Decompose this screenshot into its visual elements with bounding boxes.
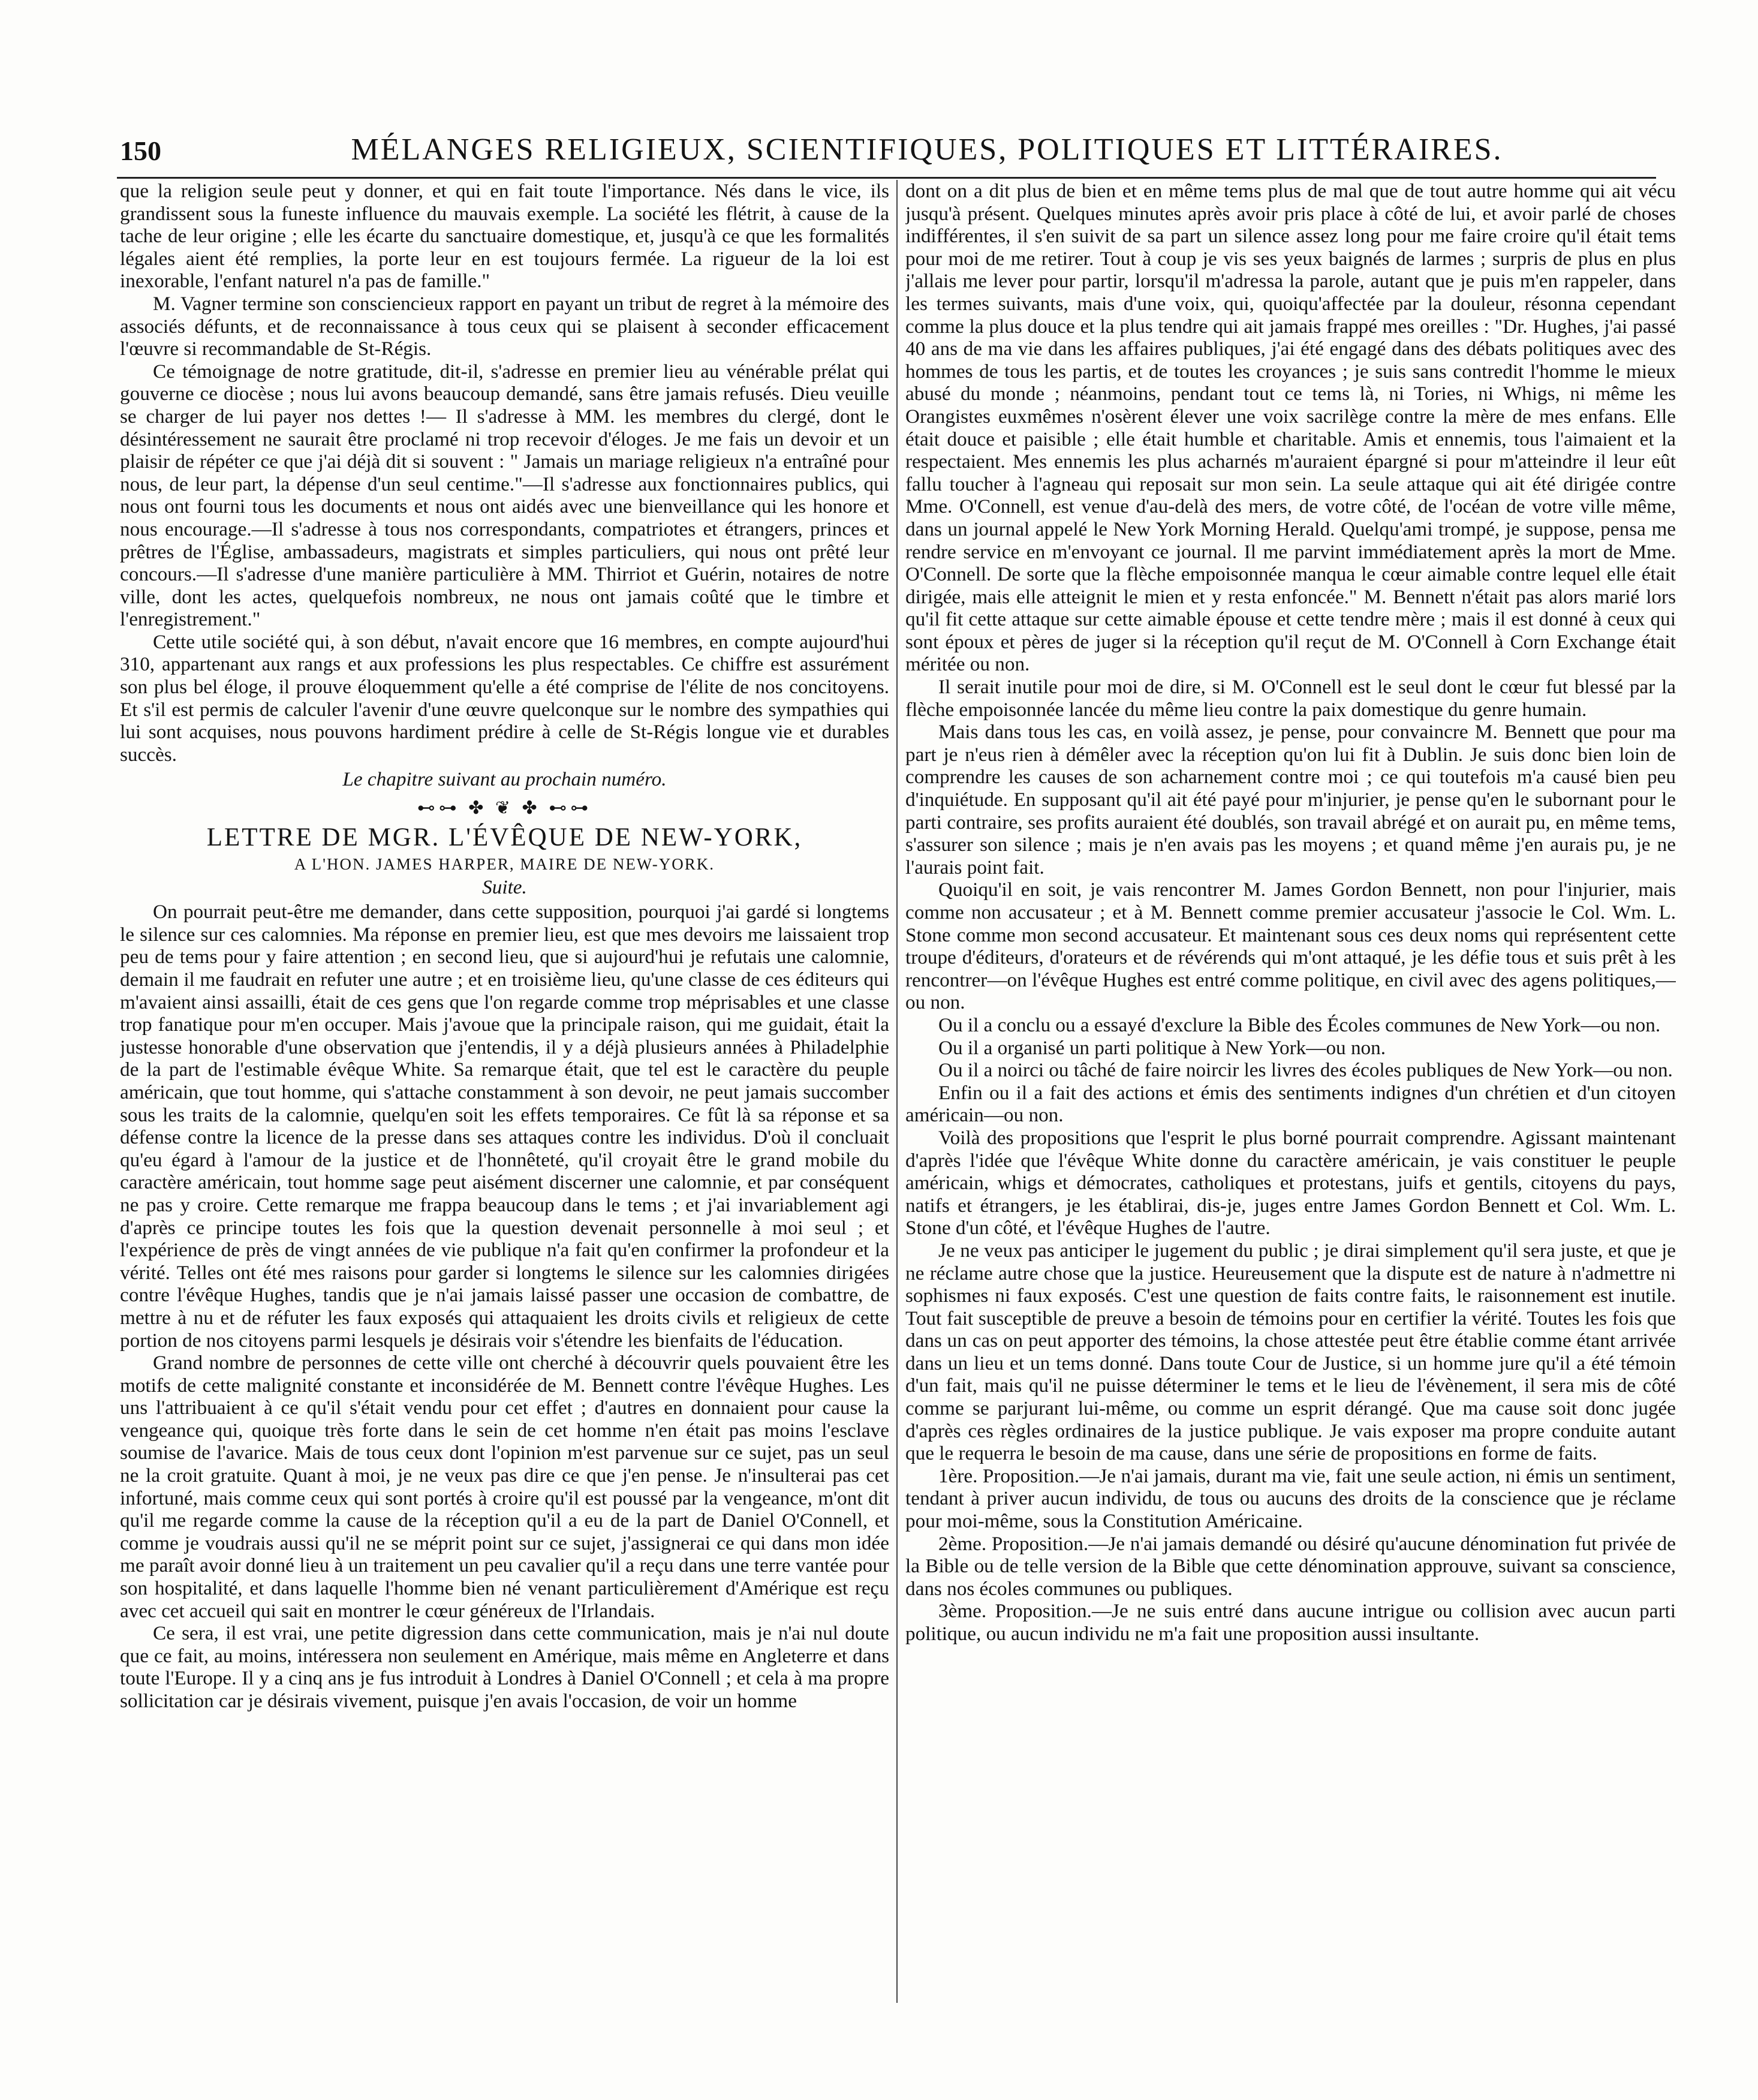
left-column [120,180,889,2039]
paragraph: Mais dans tous les cas, en voilà assez, je pense, pour convaincre M. Bennett que pour ma part je n'eus rien à démêler avec la réception qu'on lui fit à Dublin. Je suis donc bien loin de comprendre les causes de son acharnement contre moi ; ce qui toutefois m'a causé bien peu d'inquiétude. En supposant qu'il ait été payé pour m'injurier, je pense qu'en le subornant pour le parti contraire, ses profits auraient été doublés, son travail abrégé et on aurait pu, en même tems, s'assurer son silence ; mais je n'en avais pas les moyens ; et quand même j'en aurais pu, je ne l'aurais point fait. [905,721,1676,878]
page-number: 150 [120,136,161,166]
paragraph: Enfin ou il a fait des actions et émis des sentiments indignes d'un chrétien et d'un citoyen américain—ou non. [905,1081,1676,1127]
paragraph: Voilà des propositions que l'esprit le plus borné pourrait comprendre. Agissant maintenant d'après l'idée que l'évêque White donne du caractère américain, je vais constituer le peuple américain, whigs et démocrates, catholiques et protestans, juifs et gentils, citoyens du pays, natifs et étrangers, je les établirai, dis-je, juges entre James Gordon Bennett et Col. Wm. L. Stone d'un côté, et l'évêque Hughes de l'autre. [905,1126,1676,1239]
paragraph: Ce témoignage de notre gratitude, dit-il, s'adresse en premier lieu au vénérable prélat qui gouverne ce diocèse ; nous lui avons beaucoup demandé, sans être jamais refusés. Dieu veuille se charger de lui payer nos dettes !— Il s'adresse à MM. les membres du clergé, dont le désintéressement ne saurait être proclamé ni trop recevoir d'éloges. Je me fais un devoir et un plaisir de répéter ce que j'ai déjà dit si souvent : " Jamais un mariage religieux n'a entraîné pour nous, de leur part, la dépense d'un seul centime."—Il s'adresse aux fonctionnaires publics, qui nous ont fourni tous les documents et nous ont aidés avec une bienveillance qui les honore et nous encourage.—Il s'adresse à tous nos correspondants, compatriotes et étrangers, princes et prêtres de l'Église, ambassadeurs, magistrats et simples particuliers, qui nous ont prêté leur concours.—Il s'adresse d'une manière particulière à MM. Thirriot et Guérin, notaires de notre ville, dont les actes, quelquefois nombreux, ne nous ont jamais coûté que le timbre et l'enregistrement." [120,360,889,631]
letter-suite: Suite. [482,875,527,898]
paragraph: On pourrait peut-être me demander, dans cette supposition, pourquoi j'ai gardé si longtems le silence sur ces calomnies. Ma réponse en premier lieu, est que mes devoirs me laissaient trop peu de tems pour y faire attention ; en second lieu, que si aujourd'hui je refutais une calomnie, demain il me faudrait en refuter une autre ; et en troisième lieu, qu'une classe de ces éditeurs qui m'avaient ainsi assailli, était de ces gens que l'on regarde comme trop méprisables et une classe trop fanatique pour m'en occuper. Mais j'avoue que la principale raison, qui me guidait, était la justesse honorable d'une observation que j'entendis, il y a déjà plusieurs années à Philadelphie de la part de l'estimable évêque White. Sa remarque était, que tel est le caractère du peuple américain, que tout homme, qui s'attache constamment à son devoir, ne peut jamais succomber sous les traits de la calomnie, quelqu'en soit les effets temporaires. Ce fût là sa réponse et sa défense contre la licence de la presse dans ses attaques contre les individus. D'où il concluait qu'eu égard à l'amour de la justice et de l'honnêteté, qu'il croyait être le grand mobile du caractère américain, tout homme sage peut aisément discerner une calomnie, et par conséquent ne pas y croire. Cette remarque me frappa beaucoup dans le tems ; et j'ai invariablement agi d'après ce principe toutes les fois que la question devenait personnelle à moi seul ; et l'expérience de près de vingt années de vie publique n'a fait qu'en confirmer la profondeur et la vérité. Telles ont été mes raisons pour garder si longtems le silence sur les calomnies dirigées contre l'évêque Hughes, tandis que je n'ai jamais laissé passer une occasion de combattre, de mettre à nu et de réfuter les faux exposés qui attaquaient les droits civils et religieux de cette portion de nos citoyens parmi lesquels je désirais voir s'étendre les bienfaits de l'éducation. [120,901,889,1352]
proposition: 2ème. Proposition.—Je n'ai jamais demandé ou désiré qu'aucune dénomination fut privée de la Bible ou de telle version de la Bible que cette dénomination approuve, suivant sa conscience, dans nos écoles communes ou publiques. [905,1532,1676,1600]
letter-title: LETTRE DE MGR. L'ÉVÊQUE DE NEW-YORK, [206,823,803,852]
paragraph: Grand nombre de personnes de cette ville ont cherché à découvrir quels pouvaient être les motifs de cette malignité constante et inconsidérée de M. Bennett contre l'évêque Hughes. Les uns l'attribuaient à ce qu'il s'était vendu pour cet effet ; d'autres en donnaient pour cause la vengeance qui, quoique très forte dans le sein de cet homme n'en était pas moins l'esclave soumise de l'avarice. Mais de tous ceux dont l'opinion m'est parvenue sur ce sujet, pas un seul ne la croit gratuite. Quant à moi, je ne veux pas dire ce que j'en pense. Je n'insulterai pas cet infortuné, mais comme ceux qui sont portés à croire qu'il est poussé par la vengeance, m'ont dit qu'il me regarde comme la cause de la réception qu'il a eu de la part de Daniel O'Connell, et comme je voudrais aussi qu'il ne se méprit point sur ce sujet, j'assignerai ce qui dans mon idée me paraît avoir donné lieu à un traitement un peu cavalier qu'il a reçu dans une terre vantée pour son hospitalité, et dans laquelle l'homme bien né venant particulièrement d'Amérique est reçu avec cet accueil qui sait en montrer le cœur généreux de l'Irlandais. [120,1352,889,1622]
header-rule [117,177,1656,179]
right-column [905,180,1676,2039]
ornament-divider: ⊷⊶ ✤ ❦ ✤ ⊷⊶ [417,798,592,819]
continuation-notice: Le chapitre suivant au prochain numéro. [342,768,667,791]
paragraph: Ce sera, il est vrai, une petite digression dans cette communication, mais je n'ai nul doute que ce fait, au moins, intéressera non seulement en Amérique, mais même en Angleterre et dans toute l'Europe. Il y a cinq ans je fus introduit à Londres à Daniel O'Connell ; et cela à ma propre sollicitation car je désirais vivement, puisque j'en avais l'occasion, de voir un homme [120,1622,889,1712]
paragraph: que la religion seule peut y donner, et qui en fait toute l'importance. Nés dans le vice, ils grandissent sous la funeste influence du mauvais exemple. La société les flétrit, à cause de la tache de leur origine ; elle les écarte du sanctuaire domestique, et, jusqu'à ce que les formalités légales aient été remplies, la porte leur en est toujours fermée. La rigueur de la loi est inexorable, l'enfant naturel n'a pas de famille." [120,180,889,293]
paragraph: Cette utile société qui, à son début, n'avait encore que 16 membres, en compte aujourd'hui 310, appartenant aux rangs et aux professions les plus respectables. Ce chiffre est assurément son plus bel éloge, il prouve éloquemment qu'elle a été comprise de l'élite de nos concitoyens. Et s'il est permis de calculer l'avenir d'une œuvre quelconque sur le nombre des sympathies qui lui sont acquises, nous pouvons hardiment prédire à celle de St-Régis longue vie et durables succès. [120,630,889,766]
paragraph: Il serait inutile pour moi de dire, si M. O'Connell est le seul dont le cœur fut blessé par la flèche empoisonnée lancée du même lieu contre la paix domestique du genre humain. [905,676,1676,721]
paragraph: Ou il a organisé un parti politique à New York—ou non. [938,1036,1386,1059]
paragraph: M. Vagner termine son consciencieux rapport en payant un tribut de regret à la mémoire des associés défunts, et de reconnaissance à tous ceux qui se plaisent à seconder efficacement l'œuvre si recommandable de St-Régis. [120,292,889,360]
paragraph: Ou il a noirci ou tâché de faire noircir les livres des écoles publiques de New York—ou non. [938,1059,1673,1082]
letter-addressee: A L'HON. JAMES HARPER, MAIRE DE NEW-YORK. [294,855,715,873]
paragraph: Ou il a conclu ou a essayé d'exclure la Bible des Écoles communes de New York—ou non. [938,1013,1661,1036]
running-title: MÉLANGES RELIGIEUX, SCIENTIFIQUES, POLITIQUES ET LITTÉRAIRES. [351,133,1503,167]
proposition: 1ère. Proposition.—Je n'ai jamais, durant ma vie, fait une seule action, ni émis un sentiment, tendant à priver aucun individu, de tous ou aucuns des droits de la conscience que je réclame pour moi-même, sous la Constitution Américaine. [905,1464,1676,1533]
proposition: 3ème. Proposition.—Je ne suis entré dans aucune intrigue ou collision avec aucun parti politique, ou aucun individu ne m'a fait une proposition aussi insultante. [905,1600,1676,1645]
paragraph: Je ne veux pas anticiper le jugement du public ; je dirai simplement qu'il sera juste, et que je ne réclame autre chose que la justice. Heureusement que la dispute est de nature à n'admettre ni sophismes ni faux exposés. C'est une question de faits contre faits, le raisonnement est inutile. Tout fait susceptible de preuve a besoin de témoins pour en certifier la vérité. Toutes les fois que dans un cas on peut apporter des témoins, la chose attestée peut être établie comme étant arrivée dans un lieu et un tems donné. Dans toute Cour de Justice, si un homme jure qu'il a été témoin d'un fait, mais qu'il ne puisse déterminer le tems et le lieu de l'évènement, il sera mis de côté comme se parjurant lui-même, ou comme un esprit dérangé. Que ma cause soit donc jugée d'après ces règles ordinaires de la justice publique. Je vais exposer ma propre conduite autant que le requerra le besoin de ma cause, dans une série de propositions en forme de faits. [905,1239,1676,1465]
paragraph: dont on a dit plus de bien et en même tems plus de mal que de tout autre homme qui ait vécu jusqu'à présent. Quelques minutes après avoir pris place à côté de lui, et avoir parlé de choses indifférentes, il s'en suivit de sa part un silence assez long pour me faire croire qu'il était tems pour moi de me retirer. Tout à coup je vis ses yeux baignés de larmes ; surpris de plus en plus j'allais me lever pour partir, lorsqu'il m'adressa la parole, autant que je puis m'en rappeler, dans les termes suivants, mais d'une voix, qui, quoiqu'affectée par la douleur, résonna cependant comme la plus douce et la plus tendre qui ait jamais frappé mes oreilles : "Dr. Hughes, j'ai passé 40 ans de ma vie dans les affaires publiques, j'ai été engagé dans des débats politiques avec des hommes de tous les partis, et de toutes les croyances ; je suis sans contredit l'homme le mieux abusé du monde ; néanmoins, pendant tout ce tems là, ni Tories, ni Whigs, ni même les Orangistes euxmêmes n'osèrent élever une voix sacrilège contre la mère de mes enfans. Elle était douce et paisible ; elle était humble et charitable. Amis et ennemis, tous l'aimaient et la respectaient. Mes ennemis les plus acharnés m'auraient épargné si pour m'atteindre il leur eût fallu toucher à l'agneau qui reposait sur mon sein. La seule attaque qui ait été dirigée contre Mme. O'Connell, est venue d'au-delà des mers, de votre côté, de l'océan de votre ville même, dans un journal appelé le New York Morning Herald. Quelqu'ami trompé, je suppose, pensa me rendre service en m'envoyant ce journal. Il me parvint immédiatement après la mort de Mme. O'Connell. De sorte que la flèche empoisonnée manqua le cœur aimable contre lequel elle était dirigée, mais elle atteignit le mien et y resta enfoncée." M. Bennett n'était pas alors marié lors qu'il fit cette attaque sur cette aimable épouse et cette tendre mère ; mais il est donné à ceux qui sont époux et pères de juger si la réception qu'il reçut de M. O'Connell à Corn Exchange était méritée ou non. [905,180,1676,676]
paragraph: Quoiqu'il en soit, je vais rencontrer M. James Gordon Bennett, non pour l'injurier, mais comme non accusateur ; et à M. Bennett comme premier accusateur j'associe le Col. Wm. L. Stone comme mon second accusateur. Et maintenant sous ces deux noms qui représentent cette troupe d'éditeurs, d'orateurs et de révérends qui m'ont attaqué, je les défie tous et suis prêt à les rencontrer—on l'évêque Hughes est entré comme politique, en civil avec des agens politiques,—ou non. [905,878,1676,1014]
column-divider [896,180,898,2003]
